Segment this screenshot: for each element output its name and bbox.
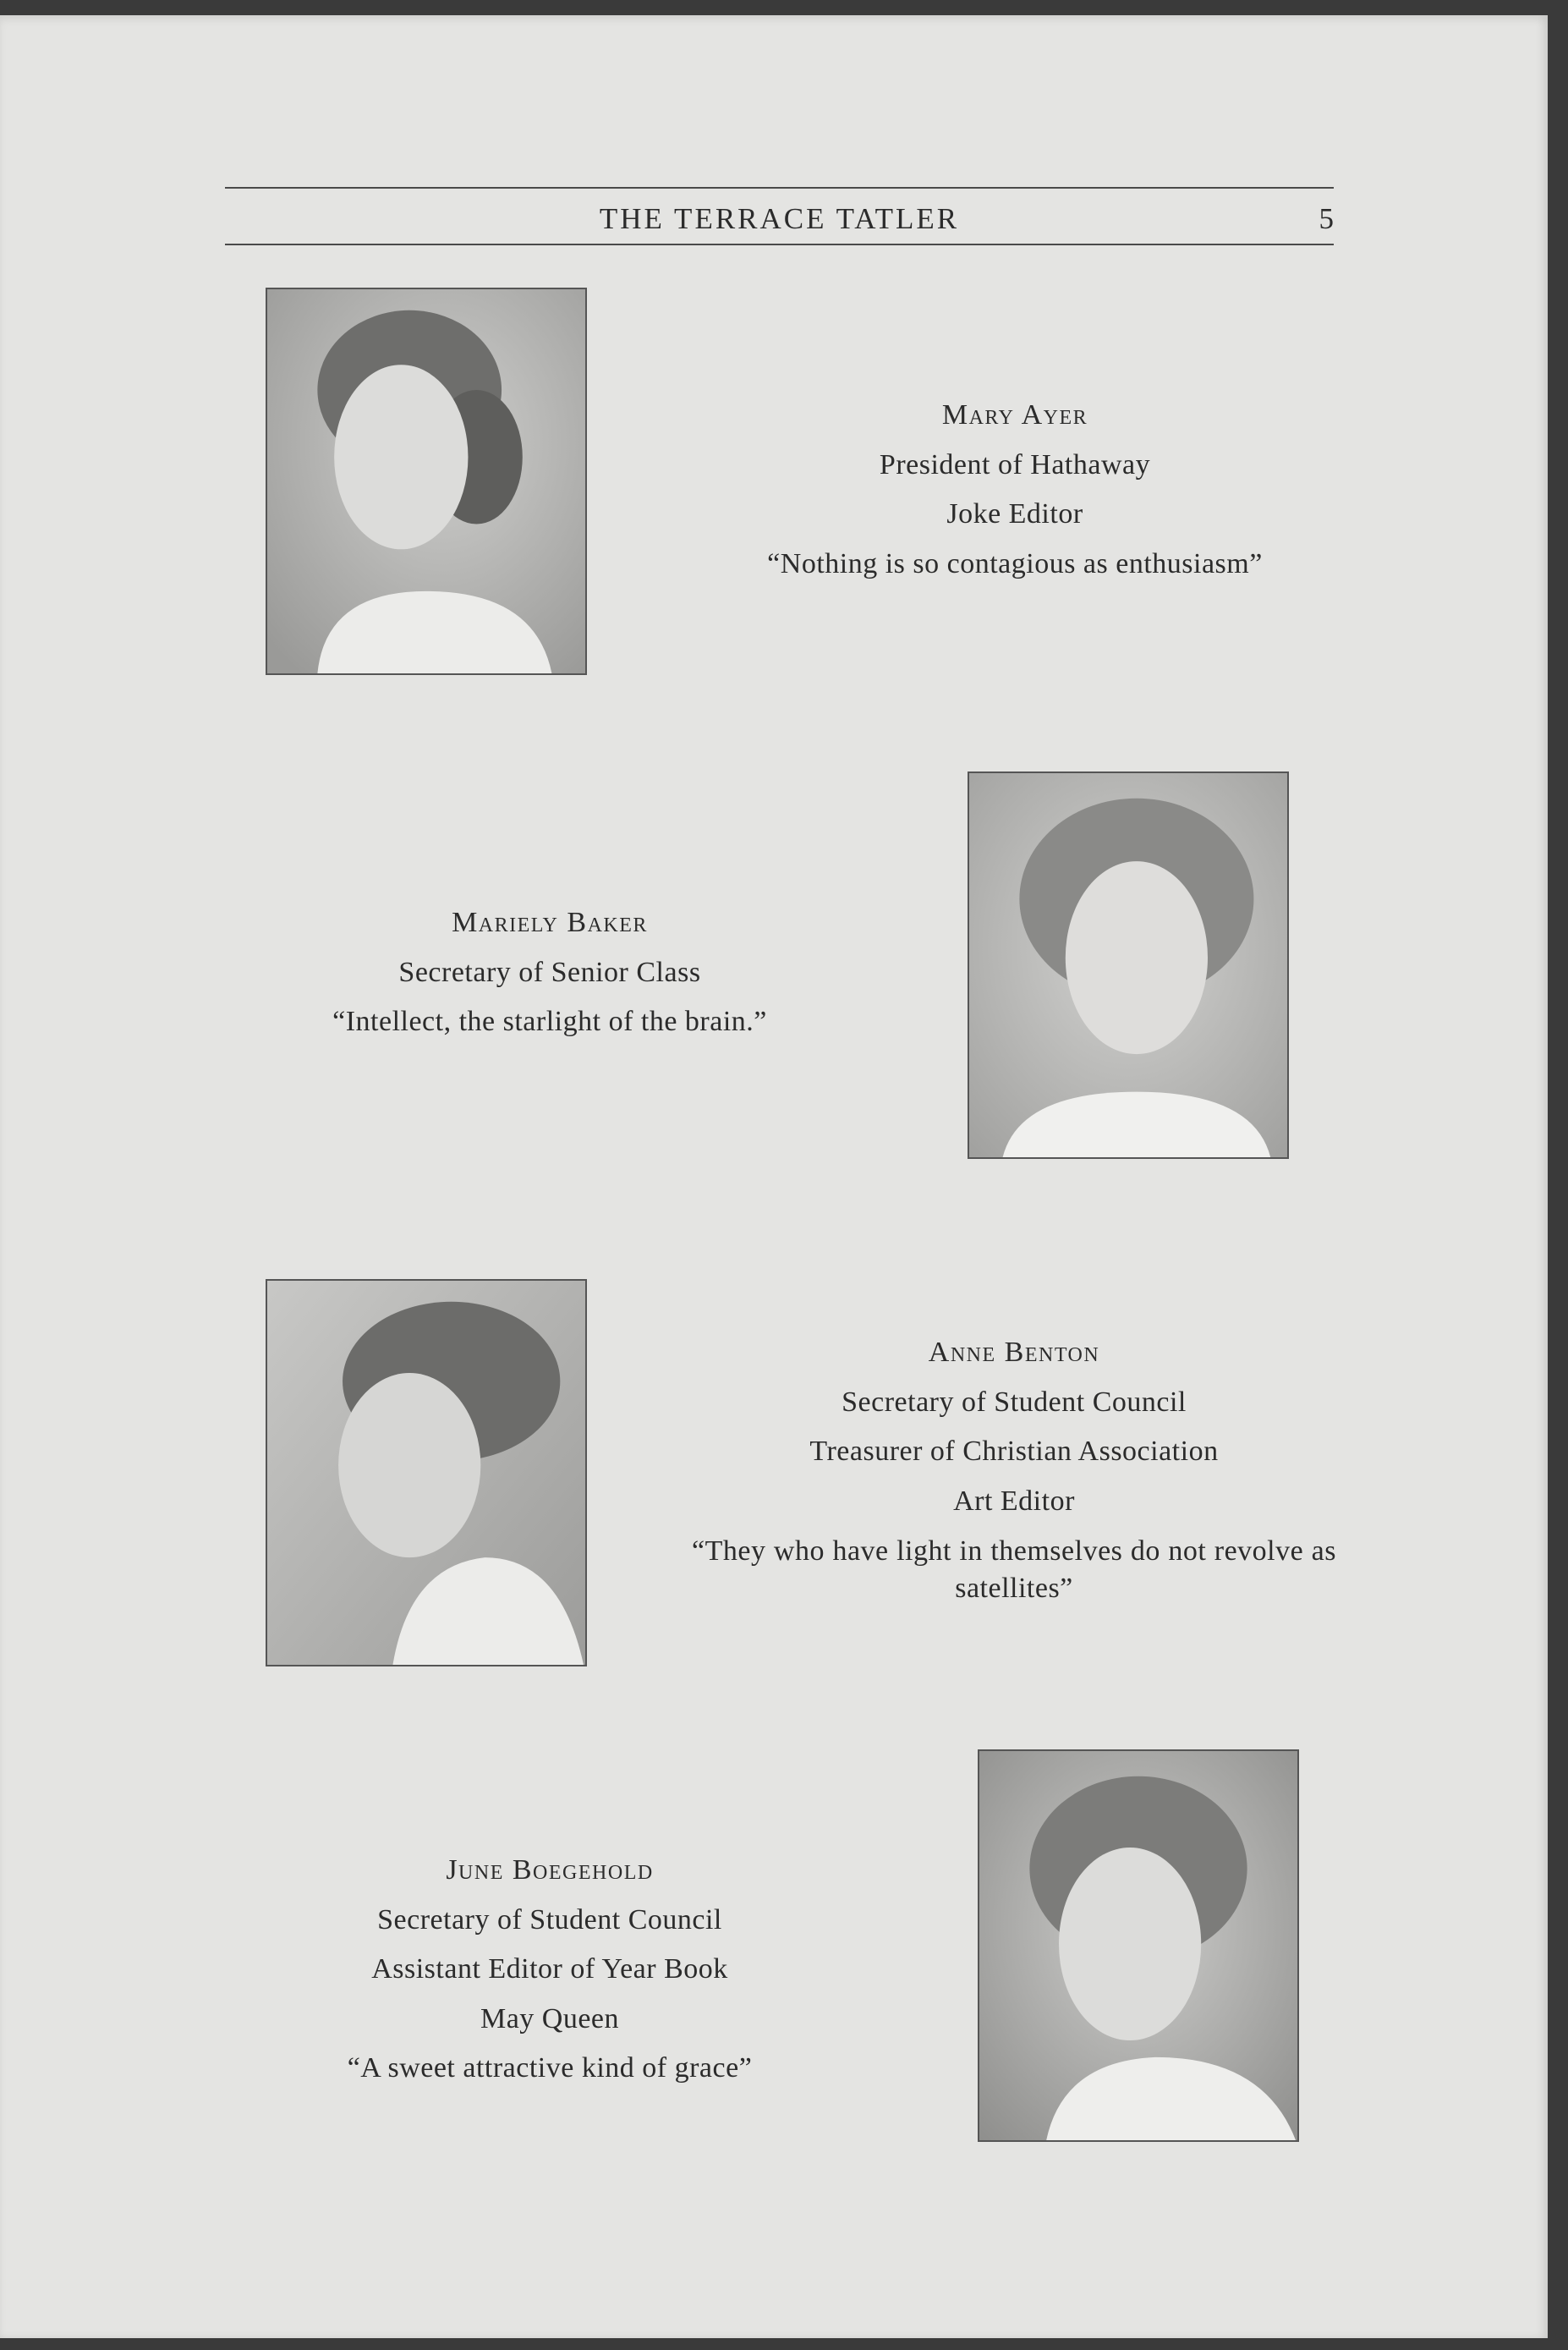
- portrait-photo-mary-ayer: [266, 288, 587, 675]
- entry-anne-benton: [692, 1328, 1336, 1607]
- entry-role: Joke Editor: [946, 498, 1083, 530]
- header-rule-top: [225, 187, 1334, 189]
- entry-mariely-baker: [245, 898, 854, 1047]
- entry-mary-ayer: [694, 391, 1336, 589]
- entry-role: Secretary of Student Council: [377, 1903, 722, 1935]
- page-number: 5: [1319, 202, 1334, 235]
- entry-role: Secretary of Senior Class: [398, 956, 701, 988]
- page: [0, 15, 1548, 2338]
- entry-role: Treasurer of Christian Association: [809, 1436, 1219, 1467]
- entry-role: President of Hathaway: [879, 448, 1151, 480]
- entry-role: May Queen: [480, 2002, 620, 2034]
- entry-role: Assistant Editor of Year Book: [371, 1953, 728, 1985]
- entry-name: Mariely Baker: [452, 907, 648, 938]
- entry-quote: “They who have light in themselves do not revolve as satellites”: [692, 1535, 1336, 1604]
- entry-role: Secretary of Student Council: [842, 1386, 1187, 1418]
- entry-name: Mary Ayer: [941, 399, 1088, 431]
- entry-name: June Boegehold: [446, 1854, 654, 1886]
- portrait-photo-anne-benton: [266, 1279, 587, 1666]
- portrait-photo-mariely-baker: [968, 771, 1289, 1159]
- entry-name: Anne Benton: [928, 1337, 1100, 1368]
- entry-quote: “Nothing is so contagious as enthusiasm”: [767, 547, 1263, 579]
- header-rule-bottom: [225, 244, 1334, 245]
- portrait-photo-june-boegehold: [978, 1749, 1299, 2142]
- masthead-title: THE TERRACE TATLER: [599, 202, 960, 235]
- entry-role: Art Editor: [953, 1485, 1075, 1517]
- entry-quote: “A sweet attractive kind of grace”: [347, 2052, 753, 2084]
- entry-june-boegehold: [245, 1846, 854, 2094]
- entry-quote: “Intellect, the starlight of the brain.”: [332, 1006, 767, 1037]
